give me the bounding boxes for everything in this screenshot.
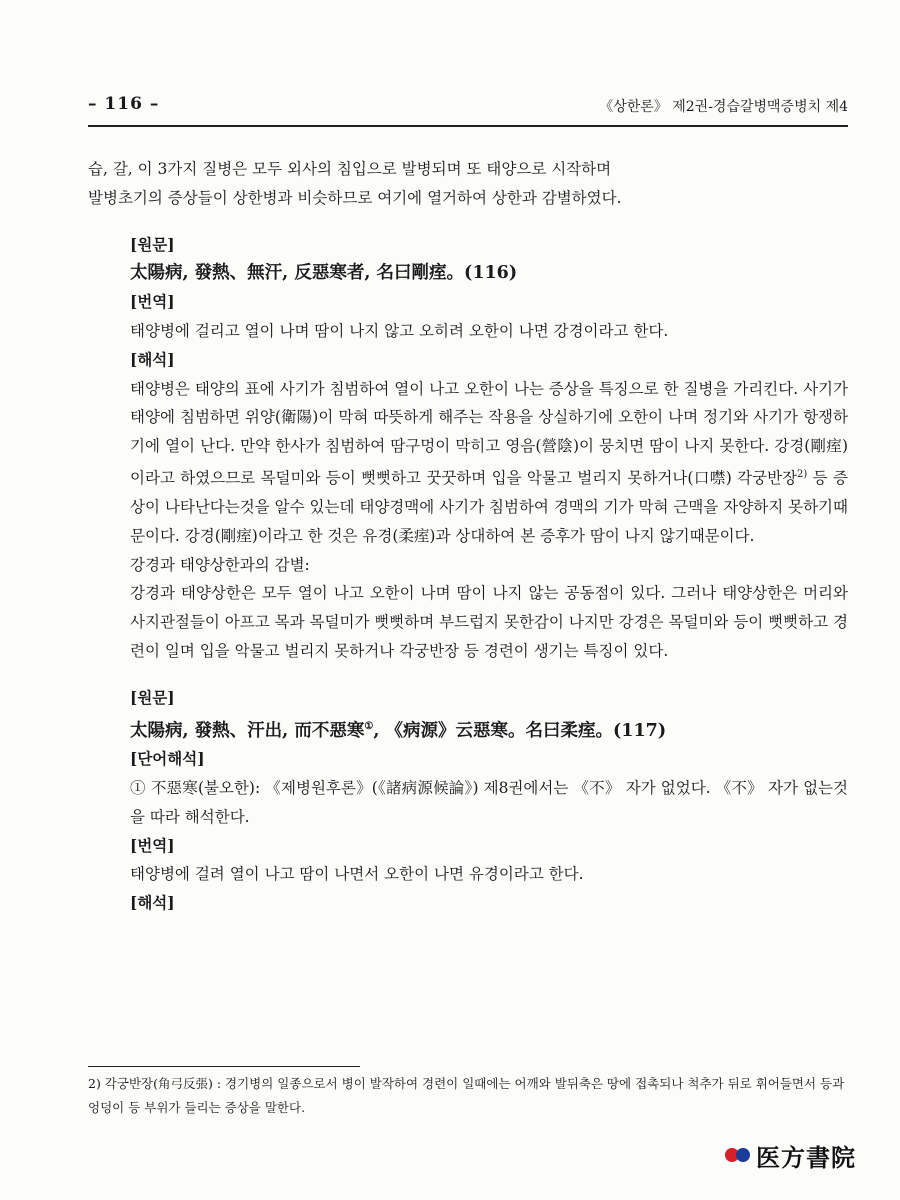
running-title: 《상한론》 제2권-경습갈병맥증병치 제4 bbox=[599, 99, 848, 115]
publisher-logo bbox=[725, 1138, 856, 1172]
section-label-translation: [번역] bbox=[130, 292, 175, 312]
original-text-117 bbox=[88, 713, 848, 746]
blue-dot-icon bbox=[736, 1148, 750, 1162]
section-label-original-2: [원문] bbox=[130, 687, 175, 707]
explanation-text-116 bbox=[88, 375, 848, 551]
translation-text-117: 태양병에 걸려 열이 나고 땀이 나면서 오한이 나면 유경이라고 한다. bbox=[130, 865, 584, 884]
intro-line-1: 습, 갈, 이 3가지 질병은 모두 외사의 침입으로 발병되며 또 태양으로 시작하며 bbox=[88, 160, 612, 178]
word-note-text: ① 不惡寒(불오한): 《제병원후론》(《諸病源候論》) 제8권에서는 《不》 자가 없었다. 《不》 자가 없는것을 따라 해석한다. bbox=[130, 778, 848, 826]
differentiation-text: 강경과 태양상한은 모두 열이 나고 오한이 나며 땀이 나지 않는 공동점이 있다. 그러나 태양상한은 머리와 사지관절들이 아프고 목과 목덜미가 뻣뻣하며 부드럽지 못한감이 나지만 강경은 목덜미와 등이 뻣뻣하고 경련이 일며 입을 악물고 벌리지 못하거나 각궁반장 등 경련이 생기는 특징이 있다. bbox=[130, 584, 848, 660]
section-label-explanation: [해석] bbox=[130, 349, 175, 369]
footnote bbox=[88, 1072, 848, 1120]
footnote-rule bbox=[88, 1066, 360, 1067]
section-label-original: [원문] bbox=[130, 234, 175, 254]
intro-line-2: 발병초기의 증상들이 상한병과 비슷하므로 여기에 열거하여 상한과 감별하였다. bbox=[88, 188, 622, 207]
explanation-part-2: 등 증상이 나타난다는것을 알수 있는데 태양경맥에 사기가 침범하여 경맥의 기가 막혀 근맥을 자양하지 못하기때문이다. 강경(剛痓)이라고 한 것은 유경(柔痓)과 상대하여 본 증후가 땀이 나지 않기때문이다. bbox=[130, 469, 848, 545]
original-text-116: 太陽病, 發熱、無汗, 反惡寒者, 名曰剛痓。(116) bbox=[130, 263, 518, 284]
page-body bbox=[88, 155, 848, 918]
section-label-translation-2: [번역] bbox=[130, 835, 175, 855]
page-number: – 116 – bbox=[88, 94, 160, 114]
differentiation-title: 강경과 태양상한과의 감별: bbox=[130, 555, 310, 574]
page-header bbox=[88, 92, 848, 120]
logo-dots-icon bbox=[725, 1148, 750, 1162]
publisher-name: 医方書院 bbox=[756, 1142, 856, 1172]
section-label-word-notes: [단어해석] bbox=[130, 749, 205, 769]
translation-text-116: 태양병에 걸리고 열이 나며 땀이 나지 않고 오히려 오한이 나면 강경이라고 한다. bbox=[130, 321, 669, 340]
footnote-ref-2: 2) bbox=[797, 468, 808, 480]
section-label-explanation-2: [해석] bbox=[130, 893, 175, 913]
spacer bbox=[88, 213, 848, 231]
note-ref-1: ① bbox=[364, 720, 374, 732]
footnote-text: 2) 각궁반장(角弓反張) : 경기병의 일종으로서 병이 발작하여 경련이 일때에는 어깨와 발뒤축은 땅에 접촉되나 척추가 뒤로 휘어들면서 등과 엉덩이 등 부위가 들리는 증상을 말한다. bbox=[88, 1076, 845, 1115]
spacer bbox=[88, 666, 848, 684]
original-117-part-1: 太陽病, 發熱、汗出, 而不惡寒 bbox=[130, 720, 365, 741]
header-rule bbox=[88, 125, 848, 127]
original-117-part-2: , 《病源》云惡寒。名曰柔痓。(117) bbox=[373, 720, 667, 741]
explanation-part-1: 태양병은 태양의 표에 사기가 침범하여 열이 나고 오한이 나는 증상을 특징으로 한 질병을 가리킨다. 사기가 태양에 침범하면 위양(衛陽)이 막혀 따뜻하게 해주는 작용을 상실하기에 오한이 나며 정기와 사기가 항쟁하기에 열이 난다. 만약 한사가 침범하여 땀구멍이 막히고 영음(營陰)이 뭉치면 땀이 나지 못한다. 강경(剛痓)이라고 하였으므로 목덜미와 등이 뻣뻣하고 꿋꿋하며 입을 악물고 벌리지 못하거나(口噤) 각궁반장 bbox=[130, 379, 848, 488]
